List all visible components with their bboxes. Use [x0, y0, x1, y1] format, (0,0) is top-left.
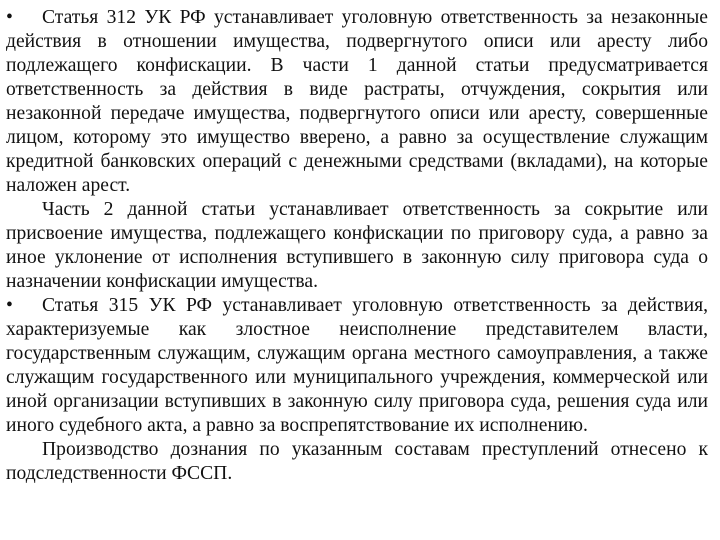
bullet-marker: • [6, 295, 13, 316]
paragraph-inquiry-jurisdiction [6, 438, 708, 486]
paragraph-text: Производство дознания по указанным составам преступлений отнесено к подследственности ФССП. [6, 439, 708, 484]
paragraph-article-312-part-2 [6, 198, 708, 294]
paragraph-text: Статья 315 УК РФ устанавливает уголовную ответственность за действия, характеризуемые как злостное неисполнение представителем власти, государственным служащим, служащим органа местного самоуправления, а также служащим государственного или муниципального учреждения, коммерческой или иной организации вступивших в законную силу приговора суда, решения суда или иного судебного акта, а равно за воспрепятствование их исполнению. [6, 295, 708, 436]
paragraph-text: Часть 2 данной статьи устанавливает ответственность за сокрытие или присвоение имущества, подлежащего конфискации по приговору суда, а равно за иное уклонение от исполнения вступившего в законную силу приговора суда о назначении конфискации имущества. [6, 199, 708, 292]
paragraph-article-315 [6, 294, 708, 438]
bullet-marker: • [6, 7, 13, 28]
paragraph-article-312 [6, 6, 708, 198]
document-body [6, 6, 708, 486]
paragraph-text: Статья 312 УК РФ устанавливает уголовную ответственность за незаконные действия в отношении имущества, подвергнутого описи или аресту либо подлежащего конфискации. В части 1 данной статьи предусматривается ответственность за действия в виде растраты, отчуждения, сокрытия или незаконной передаче имущества, подвергнутого описи или аресту, совершенные лицом, которому это имущество вверено, а равно за осуществление служащим кредитной банковских операций с денежными средствами (вкладами), на которые наложен арест. [6, 7, 708, 196]
